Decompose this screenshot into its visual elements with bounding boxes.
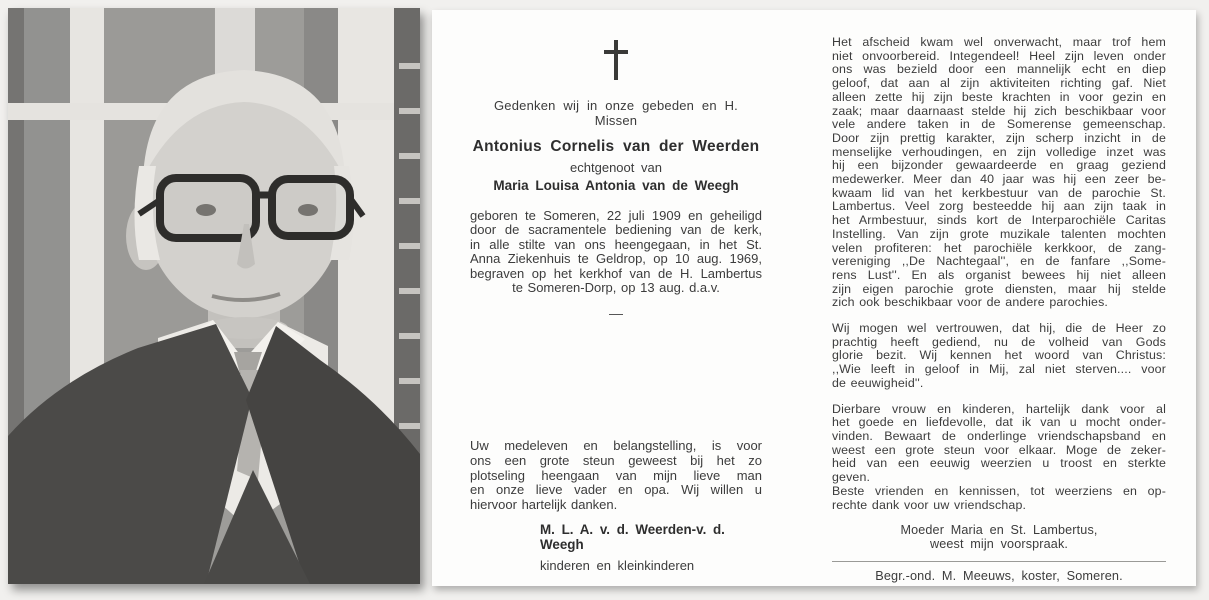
text-line: te Someren-Dorp, op 13 aug. d.a.v. <box>512 280 720 296</box>
text-line: zich ook beschikbaar voor de andere parochies. <box>832 295 1109 310</box>
text-line: geven. <box>832 470 871 485</box>
text-line: menselijke verhoudingen, en zijn volledige inzet was <box>832 144 1166 159</box>
thanks-paragraph <box>470 439 762 512</box>
text-line: medewerker. Meer dan 40 jaar was hij een zeer be- <box>832 172 1166 187</box>
text-line: ,,Wie leeft in geloof in Mij, zal niet sterven.... voor <box>832 362 1166 377</box>
signature-widow: M. L. A. v. d. Weerden-v. d. Weegh <box>540 522 725 553</box>
text-line: en onze lieve vader en opa. Wij willen u <box>470 482 762 498</box>
memorial-photo <box>8 8 420 584</box>
spouse-name: Maria Louisa Antonia van de Weegh <box>493 178 739 193</box>
text-line: rechte dank voor uw vriendschap. <box>832 497 1027 512</box>
text-line: heid van een eeuwig weerzien u troost en sterkte <box>832 456 1166 471</box>
farewell-friends-paragraph <box>832 485 1166 512</box>
right-eye <box>298 204 318 216</box>
eulogy-paragraph-1 <box>832 36 1166 310</box>
card-left-page <box>432 10 798 586</box>
text-line: vereniging ,,De Nachtegaal'', en de fanfare ,,Some- <box>832 254 1166 269</box>
undertaker-line: Begr.-ond. M. Meeuws, koster, Someren. <box>875 569 1123 584</box>
text-line: Beste vrienden en kennissen, tot weerziens en op- <box>832 483 1166 498</box>
text-line: geloof, dat aan al zijn aktiviteiten richting gaf. Niet <box>832 76 1166 91</box>
text-line: de eeuwigheid''. <box>832 375 924 390</box>
relation-label: echtgenoot van <box>570 160 662 175</box>
text-line: prachtig heeft gediend, nu de volheid van Gods <box>832 334 1166 349</box>
text-line: Instelling. Van zijn grote muzikale talenten mochten <box>832 226 1166 241</box>
signature-children: kinderen en kleinkinderen <box>540 558 695 574</box>
cross-icon <box>470 38 762 82</box>
text-line: hij een bijzonder gewaardeerde en graag geziend <box>832 158 1166 173</box>
text-line: in alle stilte van ons heengegaan, in het St. <box>470 236 762 252</box>
text-line: velen profiteren: het parochiële kerkkoor, de zang- <box>832 240 1166 255</box>
left-eye <box>196 204 216 216</box>
text-line: Moeder Maria en St. Lambertus, <box>900 523 1098 538</box>
text-line: vinden. Bewaart de onderlinge vriendschapsband en <box>832 428 1166 443</box>
text-line: door de sacramentele bediening van de kerk, <box>470 222 762 238</box>
memorial-card <box>432 10 1196 586</box>
text-line: vele andere taken in de Somerense gemeenschap. <box>832 117 1166 132</box>
text-line: Dierbare vrouw en kinderen, hartelijk dank voor al <box>832 401 1166 416</box>
text-line: Door zijn prettig karakter, zijn scherp inzicht in de <box>832 130 1166 145</box>
farewell-family-paragraph <box>832 403 1166 485</box>
deceased-name: Antonius Cornelis van der Weerden <box>472 138 760 155</box>
text-line: weest een grote steun voor elkaar. Moge de zeker- <box>832 442 1166 457</box>
text-line: ons was bezield door een mannelijk echt en diep <box>832 62 1166 77</box>
glasses-icon <box>139 178 363 238</box>
prayer-invocation <box>832 523 1166 551</box>
text-line: Anna Ziekenhuis te Geldrop, op 10 aug. 1969, <box>470 251 762 267</box>
text-line: alleen zette hij zijn beste krachten in voor gezin en <box>832 89 1166 104</box>
text-line: kwaam lid van het kerkbestuur van de parochie St. <box>832 185 1166 200</box>
text-line: niet onvoorbereid. Integendeel! Heel zijn leven onder <box>832 48 1166 63</box>
text-line: zaak; maar daarnaast stelde hij zich beschikbaar voor <box>832 103 1166 118</box>
text-line: begraven op het kerkhof van de H. Lambertus <box>470 265 762 281</box>
text-line: geboren te Someren, 22 juli 1909 en geheiligd <box>470 208 762 223</box>
eulogy-paragraph-2 <box>832 322 1166 391</box>
divider-dash: — <box>609 305 623 322</box>
text-line: Uw medeleven en belangstelling, is voor <box>470 438 762 454</box>
text-line: plotseling heengaan van mijn lieve man <box>470 467 762 483</box>
text-line: het goede en liefdevolle, dat ik van u mocht onder- <box>832 415 1166 430</box>
life-details-paragraph <box>470 209 762 295</box>
text-line: glorie bezit. Wij kennen het woord van Christus: <box>832 348 1166 363</box>
text-line: ons een grote steun geweest bij het zo <box>470 453 762 469</box>
intro-line: Gedenken wij in onze gebeden en H. Missen <box>493 98 738 128</box>
text-line: weest mijn voorspraak. <box>929 537 1069 552</box>
text-line: hiervoor hartelijk danken. <box>470 496 618 512</box>
text-line: zijn eigen parochie grote diensten, maar hij stelde <box>832 281 1166 296</box>
text-line: Wij mogen wel vertrouwen, dat hij, die de Heer zo <box>832 321 1166 336</box>
text-line: rens Lust''. En als organist bewees hij niet alleen <box>832 267 1166 282</box>
card-right-page <box>832 10 1166 586</box>
footer-divider <box>832 561 1166 562</box>
text-line: Lambertus. Veel zorg besteedde hij aan zijn taak in <box>832 199 1166 214</box>
text-line: Het afscheid kwam wel onverwacht, maar trof hem <box>832 35 1166 49</box>
portrait-illustration <box>8 8 420 584</box>
text-line: het Armbestuur, sinds kort de Interparochiële Caritas <box>832 213 1166 228</box>
